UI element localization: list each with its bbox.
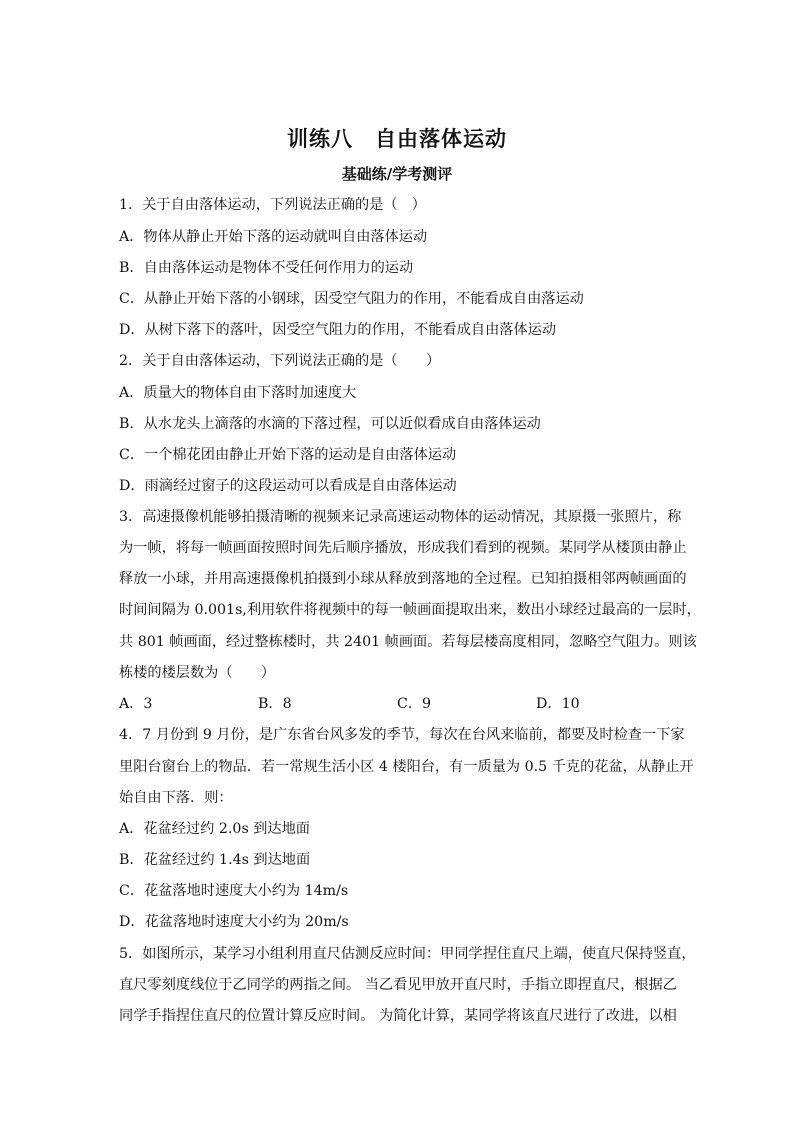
question-1-option-c: C．从静止开始下落的小钢球，因受空气阻力的作用，不能看成自由落运动: [119, 291, 584, 307]
question-3-stem-line: 为一帧，将每一帧画面按照时间先后顺序播放，形成我们看到的视频。某同学从楼顶由静止: [119, 540, 687, 556]
question-4-stem-line: 4．7 月份到 9 月份，是广东省台风多发的季节，每次在台风来临前，都要及时检查一下家: [119, 727, 685, 743]
question-2-option-a: A．质量大的物体自由下落时加速度大: [119, 385, 357, 401]
question-2-option-d: D．雨滴经过窗子的这段运动可以看成是自由落体运动: [119, 478, 457, 494]
question-5-stem-line: 5．如图所示，某学习小组利用直尺估测反应时间：甲同学捏住直尺上端，使直尺保持竖直，: [119, 946, 696, 962]
question-1-stem: 1．关于自由落体运动，下列说法正确的是（ ）: [119, 197, 426, 213]
question-1-option-b: B．自由落体运动是物体不受任何作用力的运动: [119, 260, 414, 276]
question-4-option-d: D．花盆落地时速度大小约为 20m/s: [119, 914, 349, 930]
question-3-stem-line: 栋楼的楼层数为（ ）: [119, 665, 276, 681]
question-3-stem-line: 释放一小球，并用高速摄像机拍摄到小球从释放到落地的全过程。已知拍摄相邻两帧画面的: [119, 571, 687, 587]
question-3-option-a: A．3: [119, 696, 153, 712]
question-4-option-c: C．花盆落地时速度大小约为 14m/s: [119, 883, 349, 899]
question-1-option-a: A．物体从静止开始下落的运动就叫自由落体运动: [119, 229, 428, 245]
question-3-option-b: B．8: [258, 696, 292, 712]
question-2-option-c: C．一个棉花团由静止开始下落的运动是自由落体运动: [119, 447, 457, 463]
question-5-stem-line: 同学手指捏住直尺的位置计算反应时间。 为简化计算，某同学将该直尺进行了改进，以相: [119, 1008, 677, 1024]
question-3-stem-line: 3．高速摄像机能够拍摄清晰的视频来记录高速运动物体的运动情况，其原摄一张照片，称: [119, 509, 682, 525]
section-subtitle: 基础练/学考测评: [341, 165, 453, 183]
question-4-stem-line: 始自由下落．则：: [119, 790, 233, 806]
question-4-option-b: B．花盆经过约 1.4s 到达地面: [119, 852, 311, 868]
question-2-stem: 2．关于自由落体运动，下列说法正确的是（ ）: [119, 353, 441, 369]
page-title: 训练八 自由落体运动: [287, 126, 507, 151]
question-3-option-c: C．9: [397, 696, 432, 712]
question-2-option-b: B．从水龙头上滴落的水滴的下落过程，可以近似看成自由落体运动: [119, 416, 541, 432]
question-1-option-d: D．从树下落下的落叶，因受空气阻力的作用，不能看成自由落体运动: [119, 322, 557, 338]
question-5-stem-line: 直尺零刻度线位于乙同学的两指之间。 当乙看见甲放开直尺时，手指立即捏直尺，根据乙: [119, 977, 677, 993]
question-4-option-a: A．花盆经过约 2.0s 到达地面: [119, 821, 310, 837]
question-3-stem-line: 时间间隔为 0.001s,利用软件将视频中的每一帧画面提取出来，数出小球经过最高的一层时，: [119, 602, 701, 618]
question-3-stem-line: 共 801 帧画面，经过整栋楼时，共 2401 帧画面。若每层楼高度相同，忽略空气阻力。则该: [119, 634, 697, 650]
question-4-stem-line: 里阳台窗台上的物品．若一常规生活小区 4 楼阳台，有一质量为 0.5 千克的花盆，从静止开: [119, 759, 694, 775]
question-3-option-d: D．10: [536, 696, 580, 712]
